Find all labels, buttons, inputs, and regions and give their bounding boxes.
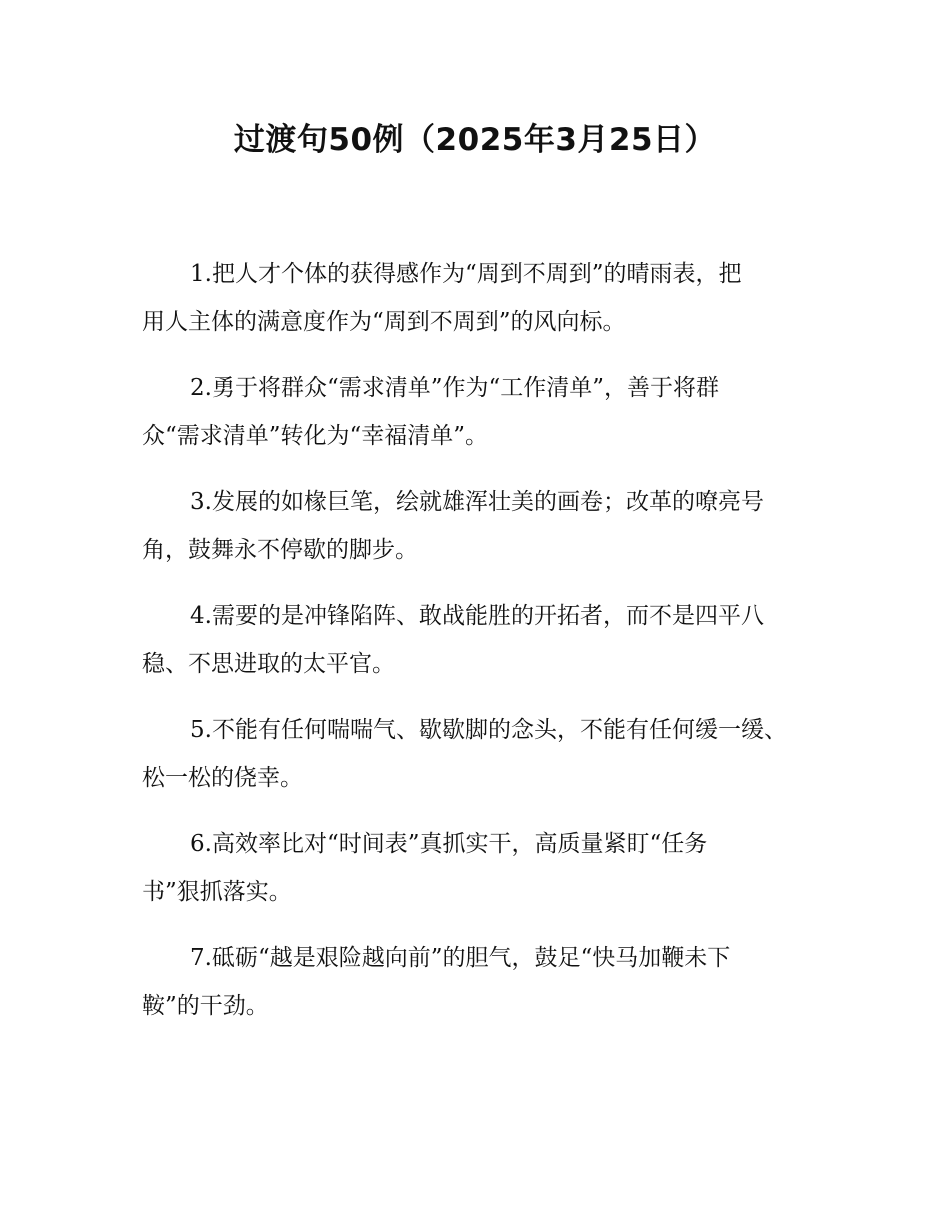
paragraph-7: 7.砥砺“越是艰险越向前”的胆气，鼓足“快马加鞭未下 鞍”的干劲。 (142, 945, 731, 1019)
paragraph-2: 2.勇于将群众“需求清单”作为“工作清单”，善于将群 众“需求清单”转化为“幸福清单”。 (142, 375, 719, 449)
paragraph-3: 3.发展的如椽巨笔，绘就雄浑壮美的画卷；改革的嘹亮号 角，鼓舞永不停歇的脚步。 (142, 489, 764, 563)
document-body (142, 250, 812, 1048)
paragraph-5: 5.不能有任何喘喘气、歇歇脚的念头，不能有任何缓一缓、 松一松的侥幸。 (142, 717, 787, 791)
document-title: 过渡句50例（2025年3月25日） (233, 122, 717, 158)
paragraph-6: 6.高效率比对“时间表”真抓实干，高质量紧盯“任务 书”狠抓落实。 (142, 831, 708, 905)
paragraph-4: 4.需要的是冲锋陷阵、敢战能胜的开拓者，而不是四平八 稳、不思进取的太平官。 (142, 603, 764, 677)
paragraph-1: 1.把人才个体的获得感作为“周到不周到”的晴雨表，把 用人主体的满意度作为“周到不周到”的风向标。 (142, 261, 742, 335)
